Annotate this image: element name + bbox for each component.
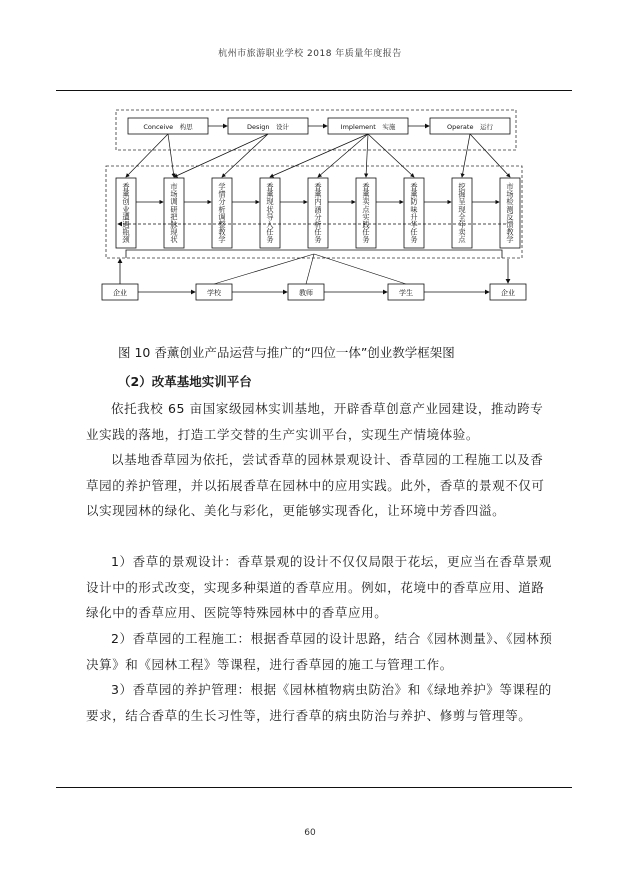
paragraph-3: 1）香草的景观设计：香草景观的设计不仅仅局限于花坛，更应当在香草景观设计中的形式改变，实现多种渠道的香草应用。例如，花境中的香草应用、道路绿化中的香草应用、医院等特殊园林中的香草应用。 [86, 554, 552, 620]
link-arrow [168, 134, 174, 177]
fan-line [214, 254, 314, 284]
link-arrow [318, 134, 368, 177]
link-arrow [222, 134, 268, 177]
link-arrow [462, 134, 470, 177]
phase-label: Conceive 构思 [143, 123, 193, 131]
page-number: 60 [304, 828, 316, 838]
actor-label: 企业 [113, 289, 127, 297]
step-label: 市场检测反馈教学 [506, 182, 514, 245]
phase-label: Design 设计 [247, 123, 289, 131]
paragraph-5: 3）香草园的养护管理：根据《园林植物病虫防治》和《绿地养护》等课程的要求，结合香草的生长习性等，进行香草的病虫防治与养护、修剪与管理等。 [86, 682, 552, 723]
page-header: 杭州市旅游职业学校 2018 年质量年度报告 [218, 49, 402, 59]
phase-label: Operate 运行 [447, 123, 493, 131]
step-label: 香薰卖点实践任务 [362, 182, 370, 245]
link-arrow [368, 134, 414, 177]
fan-line [306, 254, 314, 284]
footer-rule [56, 787, 572, 788]
link-arrow [174, 134, 268, 177]
actor-label: 学生 [399, 289, 413, 297]
step-label: 香薰创业遭遇瓶颈 [122, 182, 130, 245]
step-label: 香薰现状导入任务 [266, 182, 274, 245]
link-arrow [270, 134, 368, 177]
framework-diagram [96, 104, 532, 312]
paragraph-4: 2）香草园的工程施工：根据香草园的设计思路，结合《园林测量》、《园林预决算》和《园林工程》等课程，进行香草园的施工与管理工作。 [86, 631, 553, 672]
paragraph-1: 依托我校 65 亩国家级园林实训基地，开辟香草创意产业园建设，推动跨专业实践的落地，打造工学交替的生产实训平台，实现生产情境体验。 [86, 401, 544, 442]
actor-label: 学校 [207, 289, 221, 297]
actor-label: 教师 [299, 289, 313, 297]
actor-label: 企业 [501, 289, 515, 297]
header-rule [56, 90, 572, 91]
paragraph-2: 以基地香草园为依托，尝试香草的园林景观设计、香草园的工程施工以及香草园的养护管理，并以拓展香草在园林中的应用实践。此外，香草的景观不仅可以实现园林的绿化、美化与彩化，更能够实现香化，让环境中芳香四溢。 [86, 452, 545, 518]
link-arrow [470, 134, 510, 177]
step-label: 香薰防味升华任务 [410, 182, 418, 245]
phase-label: Implement 实施 [340, 123, 396, 131]
fan-line [314, 254, 406, 284]
section-title: （2）改革基地实训平台 [118, 374, 252, 389]
step-label: 挖掘呈现全年卖点 [458, 182, 466, 245]
link-arrow [366, 134, 368, 177]
step-label: 学情分析调整教学 [218, 182, 226, 245]
step-label: 市场调研把脉现状 [170, 182, 178, 245]
figure-caption: 图 10 香薰创业产品运营与推广的“四位一体”创业教学框架图 [118, 345, 455, 360]
step-label: 香薰内涵分析任务 [314, 182, 322, 245]
link-arrow [126, 134, 168, 177]
